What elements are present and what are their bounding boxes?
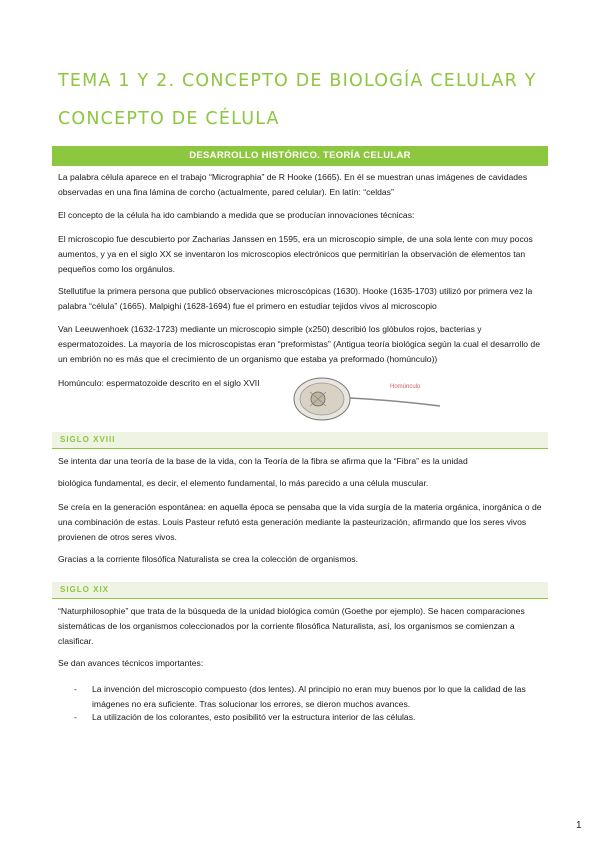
section-heading-18-label: SIGLO XVIII xyxy=(60,435,116,444)
paragraph-18-3: Se creía en la generación espontánea: en aquella época se pensaba que la vida surgía de la materia orgánica, inorgánica o de una combinación de estas. Louis Pasteur refutó esta generación mediante la pasteurización, afirmando que los seres vivos provienen de otros seres vivos. xyxy=(58,502,542,542)
bullet-item-2: La utilización de los colorantes, esto posibilitó ver la estructura interior de las células. xyxy=(92,712,416,722)
paragraph-19-1: “Naturphilosophie” que trata de la búsqueda de la unidad biológica común (Goethe por ejemplo). Se hacen comparaciones sistemáticas de los organismos coleccionados por la corriente filosófica Naturalista, así, los organismos se comienzan a clasificar. xyxy=(58,606,525,646)
paragraph-18-2: biológica fundamental, es decir, el elemento fundamental, lo más parecido a una célula muscular. xyxy=(58,478,429,488)
title-line-2: CONCEPTO DE CÉLULA xyxy=(58,109,280,129)
paragraph-intro-3: El microscopio fue descubierto por Zacharias Janssen en 1595, era un microscopio simple, de una sola lente con muy pocos aumentos, y ya en el siglo XX se inventaron los microscopios electrónicos que permitirían la observación de elementos tan pequeños como los orgánulos. xyxy=(58,234,533,274)
paragraph-intro-5: Van Leeuwenhoek (1632-1723) mediante un microscopio simple (x250) describió los glóbulos rojos, bacterias y espermatozoides. La mayoría de los microscopistas eran “preformistas” (Antigua teoría biológica según la cual el desarrollo de un embrión no es más que el crecimiento de un organismo que estaba ya preformado (homúnculo)) xyxy=(58,324,540,364)
paragraph-intro-1: La palabra célula aparece en el trabajo “Micrographia” de R Hooke (1665). En él se muestran unas imágenes de cavidades observadas en una fina lámina de corcho (actualmente, pared celular). En latín: “celdas” xyxy=(58,172,528,197)
document-title xyxy=(58,62,558,138)
bullet-dash: - xyxy=(74,684,77,694)
homunculus-image xyxy=(290,376,450,422)
section-heading-19 xyxy=(52,582,548,599)
paragraph-intro-4: Stellutifue la primera persona que publicó observaciones microscópicas (1630). Hooke (1635-1703) utilizó por primera vez la palabra “célula” (1665). Malpighi (1628-1694) fue el primero en estudiar tejidos vivos al microscopio xyxy=(58,286,533,311)
paragraph-intro-2: El concepto de la célula ha ido cambiando a medida que se producían innovaciones técnicas: xyxy=(58,210,415,220)
section-heading-19-label: SIGLO XIX xyxy=(60,585,110,594)
image-label: Homúnculo xyxy=(390,384,421,390)
section-banner: DESARROLLO HISTÓRICO. TEORÍA CELULAR xyxy=(52,146,548,166)
paragraph-19-2: Se dan avances técnicos importantes: xyxy=(58,658,204,668)
page-number: 1 xyxy=(576,820,582,831)
paragraph-18-4: Gracias a la corriente filosófica Naturalista se crea la colección de organismos. xyxy=(58,554,358,564)
paragraph-homunculus: Homúnculo: espermatozoide descrito en el siglo XVII xyxy=(58,378,260,388)
bullet-dash: - xyxy=(74,712,77,722)
paragraph-18-1: Se intenta dar una teoría de la base de la vida, con la Teoría de la fibra se afirma que la “Fibra” es la unidad xyxy=(58,456,468,466)
bullet-item-1: La invención del microscopio compuesto (dos lentes). Al principio no eran muy buenos por lo que la calidad de las imágenes no era suficiente. Tras solucionar los errores, se dieron muchos avances. xyxy=(92,684,526,709)
section-heading-18 xyxy=(52,432,548,449)
title-line-1: TEMA 1 Y 2. CONCEPTO DE BIOLOGÍA CELULAR Y xyxy=(58,71,537,91)
